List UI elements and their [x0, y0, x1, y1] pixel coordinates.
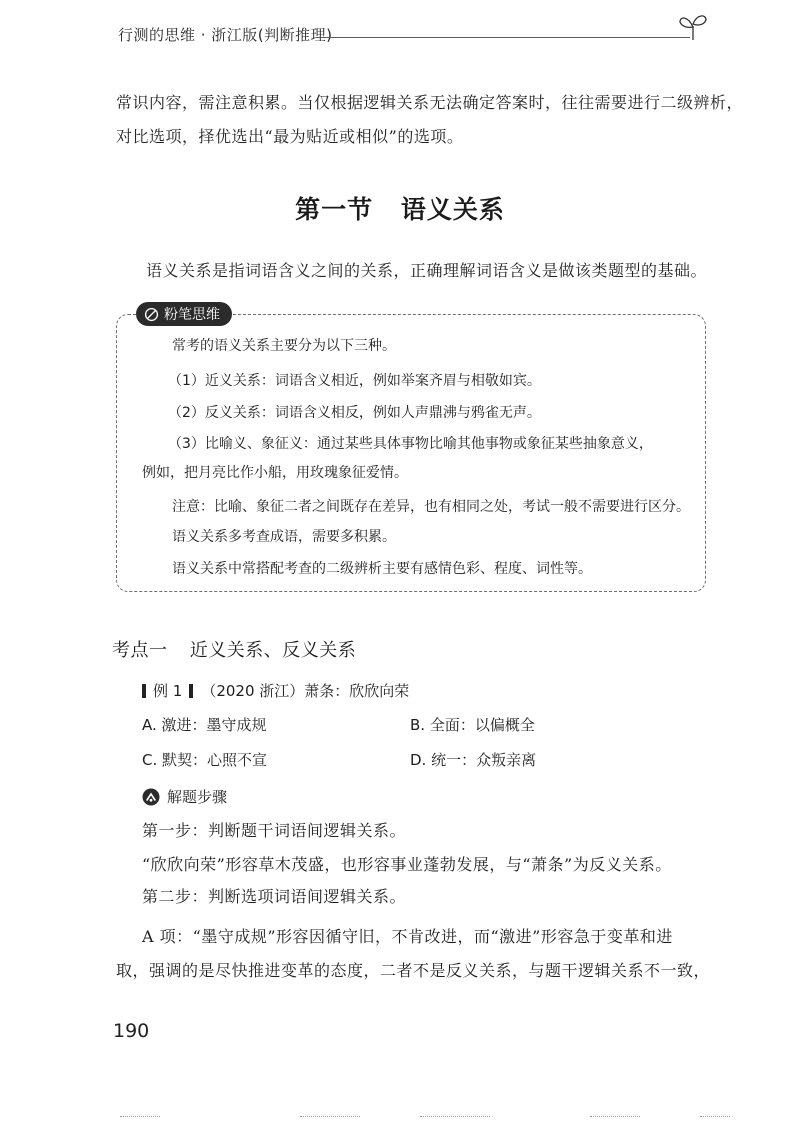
solution-line-1: 第一步：判断题干词语间逻辑关系。 [142, 821, 407, 840]
solution-line-3: 第二步：判断选项词语间逻辑关系。 [142, 887, 407, 906]
intro-line-1: 常识内容，需注意积累。当仅根据逻辑关系无法确定答案时，往往需要进行二级辨析， [116, 93, 744, 112]
section-title: 第一节 语义关系 [295, 195, 505, 224]
intro-line-2: 对比选项，择优选出“最为贴近或相似”的选项。 [116, 127, 464, 146]
page-number: 190 [113, 1020, 150, 1042]
no-entry-icon [144, 307, 159, 322]
solution-line-5: 取，强调的是尽快推进变革的态度，二者不是反义关系，与题干逻辑关系不一致， [116, 961, 711, 980]
solution-heading [142, 786, 227, 807]
example-source: （2020 浙江）萧条：欣欣向荣 [201, 682, 410, 700]
scan-mark [300, 1116, 360, 1117]
think-line-7: 语义关系多考查成语，需要多积累。 [172, 529, 396, 545]
section-intro: 语义关系是指词语含义之间的关系，正确理解词语含义是做该类题型的基础。 [146, 261, 708, 280]
think-tag-label: 粉笔思维 [164, 307, 220, 323]
option-b: B. 全面：以偏概全 [410, 716, 535, 734]
think-line-5: 例如，把月亮比作小船，用玫瑰象征爱情。 [142, 465, 408, 481]
think-tag [136, 302, 232, 326]
solution-line-4: A 项：“墨守成规”形容因循守旧，不肯改进，而“激进”形容急于变革和进 [142, 927, 673, 946]
scan-mark [700, 1116, 730, 1117]
scan-mark [120, 1116, 160, 1117]
scan-mark [420, 1116, 490, 1117]
option-a: A. 激进：墨守成规 [142, 716, 267, 734]
think-line-4: （3）比喻义、象征义：通过某些具体事物比喻其他事物或象征某些抽象意义， [168, 436, 653, 452]
solution-heading-label: 解题步骤 [167, 788, 228, 806]
example-header [142, 680, 409, 702]
think-line-6: 注意：比喻、象征二者之间既存在差异，也有相同之处，考试一般不需要进行区分。 [172, 499, 690, 515]
scan-mark [590, 1116, 640, 1117]
think-line-3: （2）反义关系：词语含义相反，例如人声鼎沸与鸦雀无声。 [168, 405, 541, 421]
think-line-1: 常考的语义关系主要分为以下三种。 [172, 338, 396, 354]
running-header: 行测的思维 · 浙江版(判断推理) [118, 26, 333, 44]
solution-line-2: “欣欣向荣”形容草木茂盛，也形容事业蓬勃发展，与“萧条”为反义关系。 [142, 855, 672, 874]
example-bar-left [142, 684, 146, 698]
think-line-2: （1）近义关系：词语含义相近，例如举案齐眉与相敬如宾。 [168, 373, 541, 389]
sprout-icon [676, 12, 710, 42]
option-c: C. 默契：心照不宣 [142, 751, 268, 769]
example-label: 例 1 [153, 682, 183, 700]
example-bar-right [189, 684, 193, 698]
header-rule [316, 37, 690, 38]
point-title: 考点一 近义关系、反义关系 [112, 640, 357, 661]
think-line-8: 语义关系中常搭配考查的二级辨析主要有感情色彩、程度、词性等。 [172, 561, 592, 577]
option-d: D. 统一：众叛亲离 [410, 751, 537, 769]
steps-icon [142, 788, 160, 806]
